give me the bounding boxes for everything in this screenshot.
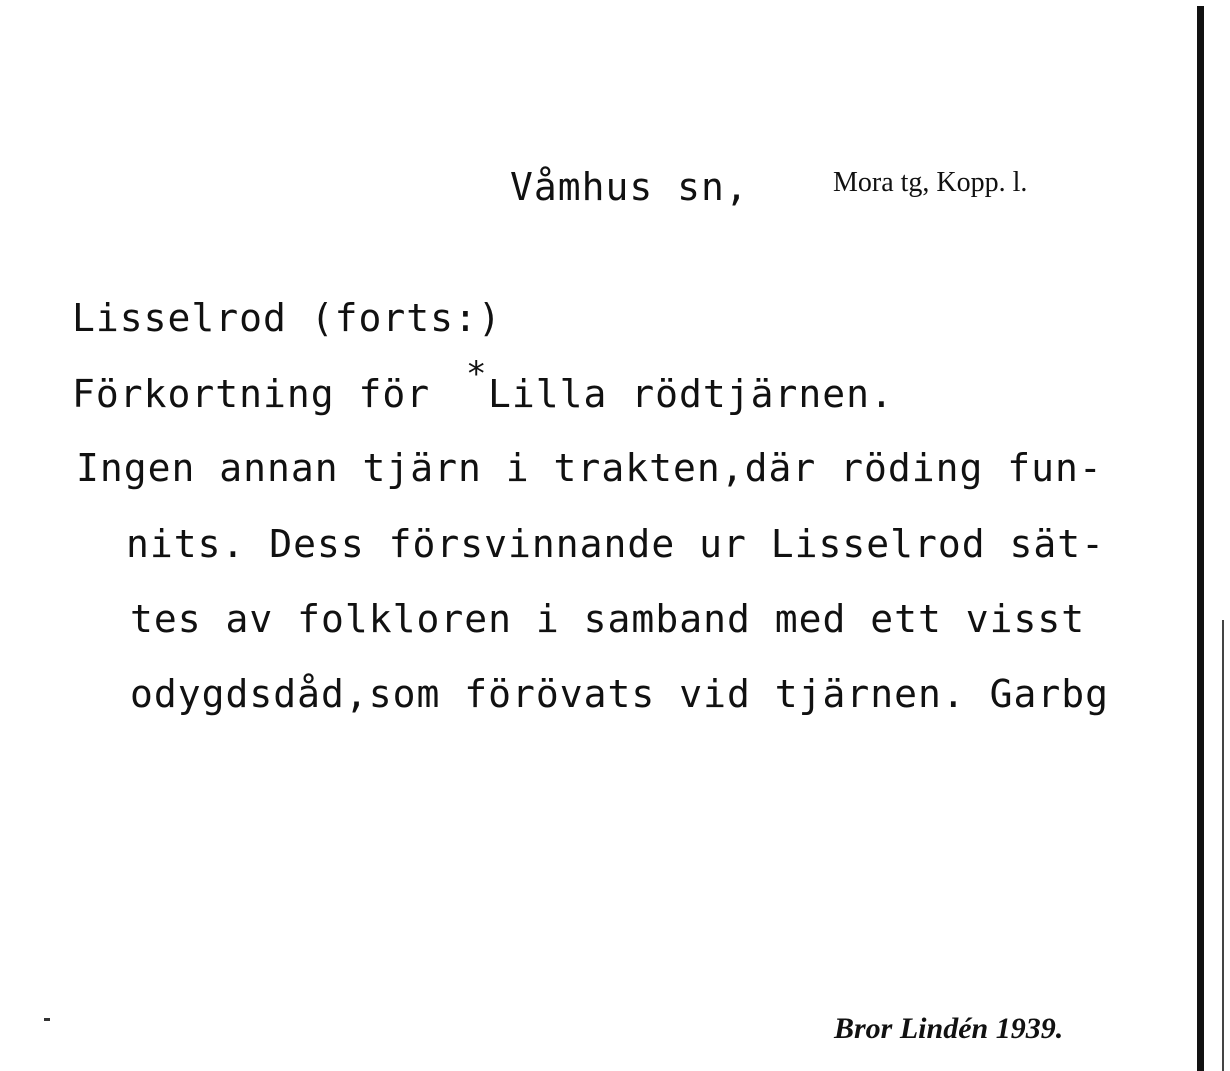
- parish-label: Våmhus sn,: [510, 165, 749, 209]
- district-label: Mora tg, Kopp. l.: [833, 167, 1028, 198]
- entry-line-2b: Lilla rödtjärnen.: [488, 372, 894, 416]
- entry-title: Lisselrod (forts:): [72, 296, 502, 340]
- entry-line-5: tes av folkloren i samband med ett visst: [130, 597, 1086, 641]
- entry-line-3: Ingen annan tjärn i trakten,där röding fun-: [76, 446, 1103, 490]
- card-edge-border: [1197, 6, 1204, 1071]
- entry-line-4: nits. Dess försvinnande ur Lisselrod sät-: [126, 522, 1105, 566]
- asterisk-mark: *: [466, 354, 487, 394]
- scan-speck: [44, 1018, 50, 1021]
- signature: Bror Lindén 1939.: [834, 1012, 1064, 1045]
- entry-line-6: odygdsdåd,som förövats vid tjärnen. Garbg: [130, 672, 1109, 716]
- entry-line-2a: Förkortning för: [72, 372, 431, 416]
- card-edge-line: [1222, 620, 1224, 1071]
